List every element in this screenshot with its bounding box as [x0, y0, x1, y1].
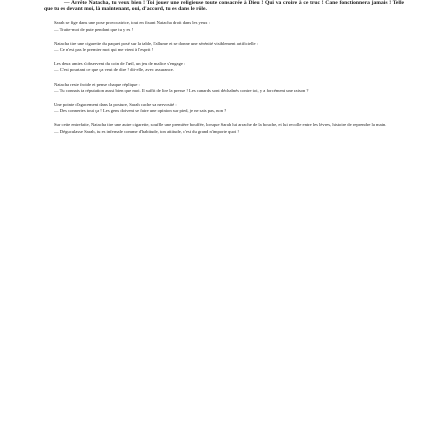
dialogue-text: — Des conneries tout ça ! Les gens doivent se faire une opinion sur pied, je ne sais pas, non ? — [54, 108, 227, 114]
dialogue-line — [44, 129, 404, 135]
paragraph-text: Sur cette entrefaite, Natacha tire une autre cigarette, souffle une première bouffée, lorsque Sarah lui arrache de la bouche, et lui recolle entre les lèvres, histoire de reprendre la main. — [54, 122, 387, 128]
spacer — [44, 94, 404, 102]
paragraph-text: Les deux amies s'observent du coin de l'œil, un jeu de malice s'engage : — [54, 61, 186, 67]
spacer — [44, 53, 404, 61]
spacer — [44, 114, 404, 122]
paragraph-text: — Arrête Natacha, tu veux bien ! Toi jouer une religieuse toute consacrée à Dieu ! Qui va croire à ce truc ! Cane fonctionnera jamais ! Telle que tu es devant moi, là maintenant, oui, d'accord, tu es dans le rôle. — [44, 0, 404, 13]
dialogue-text: — Déguculasse Sarah, tu es infernale comme d'habitude, ton attitude, c'est du grand n'importe quoi ! — [54, 128, 239, 134]
dialogue-text: — Ce n'est pas le premier mot qui me vient à l'esprit ! — [54, 47, 154, 53]
spacer — [44, 74, 404, 82]
text-column — [44, 0, 404, 135]
spacer — [44, 12, 404, 20]
dialogue-text: — C'est pourtant ce que ça veut de dire ! dit-elle, avec assurance. — [54, 67, 174, 73]
paragraph-text: Une pointe d'agacement dans la posture, Sarah cache sa nervosité : — [54, 102, 177, 108]
paragraph-text: Natacha tire une cigarette du paquet posé sur la table, l'allume et se donne une sérénité visiblement artificielle : — [54, 40, 259, 46]
paragraph-opening-dialogue — [44, 0, 404, 12]
paragraph-text: Sarah se fige dans une pose provocatrice, tout en fixant Natacha droit dans les yeux : — [54, 20, 210, 26]
dialogue-text: — Tu connais ta réputation aussi bien que moi. Il suffit de lire la presse ! Les canards sont déchaînés contre toi, y a forcément une raison ? — [54, 87, 309, 93]
paragraph-text: Natacha reste froide et pense chaque réplique : — [54, 81, 140, 87]
spacer — [44, 33, 404, 41]
dialogue-text: — Traite-moi de pute pendant que tu y es ! — [54, 26, 133, 32]
